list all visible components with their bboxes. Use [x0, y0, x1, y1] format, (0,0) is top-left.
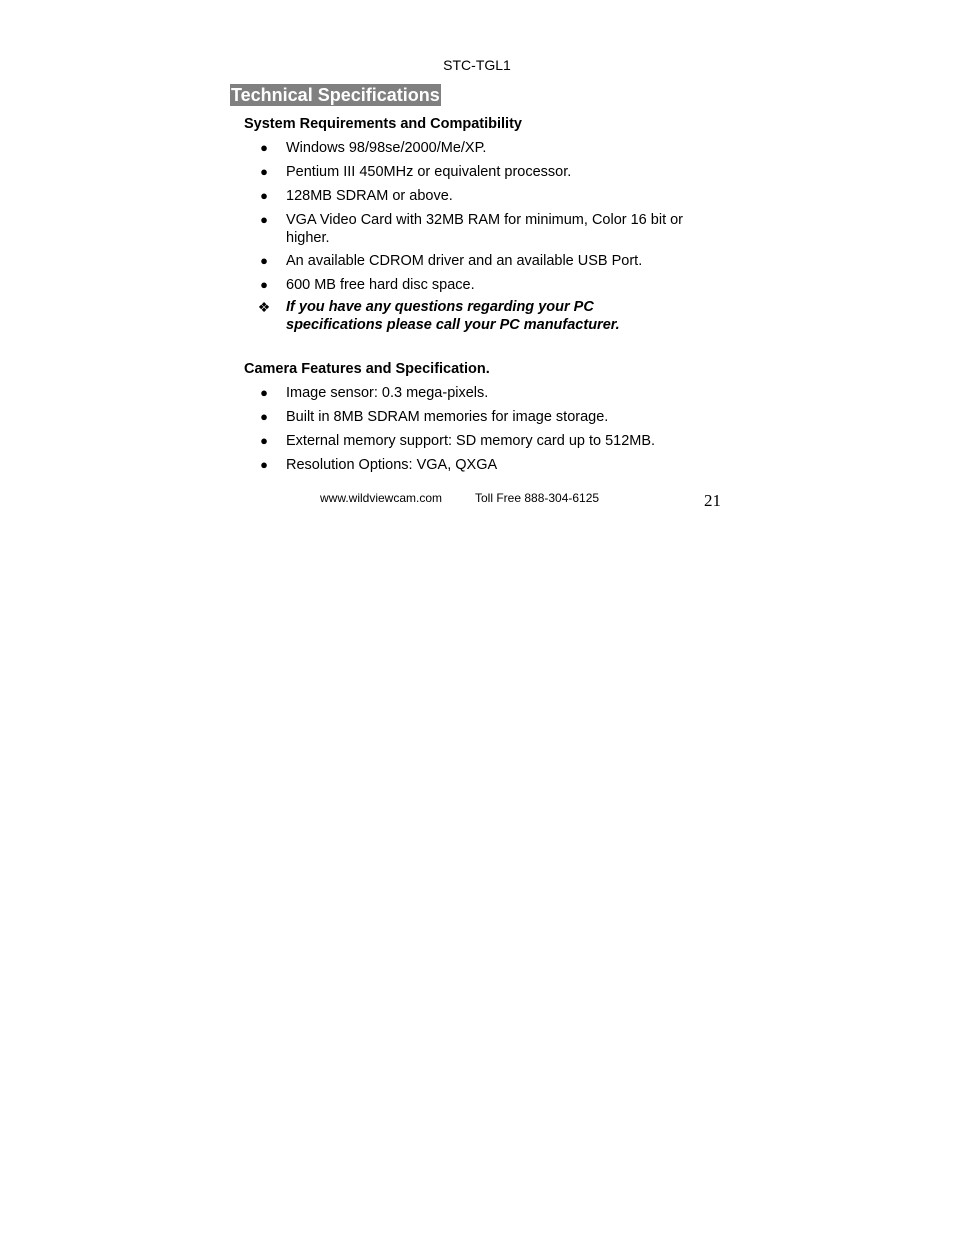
footer-website: www.wildviewcam.com [320, 491, 443, 505]
bullet-icon: ● [260, 164, 268, 179]
bullet-icon: ● [260, 409, 268, 424]
bullet-icon: ● [260, 277, 268, 292]
footer-phone: Toll Free 888-304-6125 [475, 491, 600, 505]
list-item: ● Pentium III 450MHz or equivalent processor. [256, 163, 726, 181]
bullet-icon: ● [260, 253, 268, 268]
section-title: Technical Specifications [231, 85, 440, 105]
system-requirements-list [256, 139, 726, 334]
list-item: ● 128MB SDRAM or above. [256, 187, 726, 205]
pc-specification-note: If you have any questions regarding your PC specifications please call your PC manufacturer. [286, 299, 620, 333]
page-header-model: STC-TGL1 [443, 57, 511, 73]
list-item: ● Windows 98/98se/2000/Me/XP. [256, 139, 726, 157]
bullet-icon: ● [260, 457, 268, 472]
system-requirements-heading: System Requirements and Compatibility [244, 116, 522, 132]
list-item: ● Image sensor: 0.3 mega-pixels. [256, 384, 726, 402]
bullet-icon: ● [260, 188, 268, 203]
list-item: ● VGA Video Card with 32MB RAM for minimum, Color 16 bit or higher. [256, 211, 714, 247]
list-item: ● Resolution Options: VGA, QXGA [256, 456, 726, 474]
list-item: ● 600 MB free hard disc space. [256, 276, 726, 294]
bullet-icon: ● [260, 140, 268, 155]
camera-features-heading: Camera Features and Specification. [244, 361, 490, 377]
bullet-icon: ● [260, 385, 268, 400]
list-item: ● External memory support: SD memory card up to 512MB. [256, 432, 726, 450]
list-item: ● An available CDROM driver and an available USB Port. [256, 252, 726, 270]
diamond-bullet-icon: ❖ [257, 299, 271, 315]
note-item [256, 298, 666, 334]
camera-features-list [256, 384, 726, 474]
page-number: 21 [704, 491, 721, 510]
bullet-icon: ● [260, 212, 268, 227]
bullet-icon: ● [260, 433, 268, 448]
list-item: ● Built in 8MB SDRAM memories for image storage. [256, 408, 726, 426]
